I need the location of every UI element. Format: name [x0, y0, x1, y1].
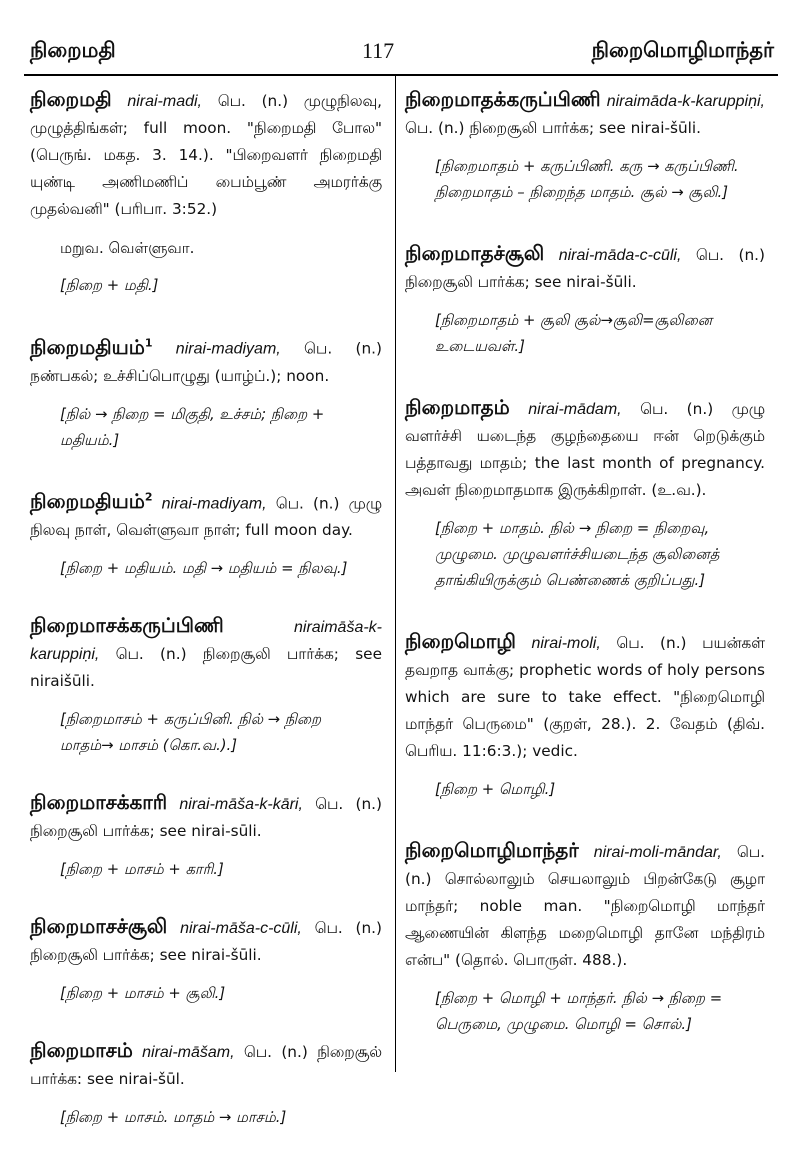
- dictionary-entry: [30, 913, 382, 1007]
- entry-text: [30, 329, 382, 390]
- headword: நிறைமொழி: [405, 629, 516, 653]
- dictionary-entry: [30, 329, 382, 454]
- transliteration: nirai-madiyam,: [175, 340, 281, 358]
- etymology: [நிறை + மொழி.]: [435, 781, 556, 798]
- headword: [30, 489, 152, 513]
- entry-text: [30, 612, 382, 695]
- headword-text: நிறைமதியம்: [30, 489, 145, 514]
- dictionary-entry: [30, 789, 382, 883]
- transliteration: nirai-madi,: [127, 93, 202, 110]
- headword: நிறைமாசம்: [30, 1038, 133, 1063]
- etymology: [நிறை + மாசம். மாதம் → மாசம்.]: [60, 1109, 287, 1127]
- page-number: 117: [362, 38, 395, 63]
- definition: பெ. (n.) முழு வளர்ச்சி யடைந்த குழந்தையை ஈன் றெடுக்கும் பத்தாவது மாதம்; the last month of pregnancy. அவள் நிறைமாதமாக இருக்கிறாள். (உ.வ.).: [405, 400, 765, 499]
- dictionary-entry: [405, 628, 765, 803]
- dictionary-entry: [405, 837, 765, 1038]
- transliteration: nirai-moli,: [531, 635, 601, 652]
- dictionary-entry: [30, 484, 382, 583]
- definition: பெ. (n.) முழுநிலவு, முழுத்திங்கள்; full moon. "நிறைமதி போல" (பெருங். மகத. 3. 14.). "பிறைவளர் நிறைமதி யுண்டி அணிமணிப் பைம்பூண் அமரர்க்கு முதல்வனி" (பரிபா. 3:52.): [30, 92, 382, 218]
- definition: பெ. (n.) நண்பகல்; உச்சிப்பொழுது (யாழ்ப்.); noon.: [30, 339, 382, 385]
- left-guideword: நிறைமதி: [30, 38, 116, 62]
- transliteration: nirai-māda-c-cūli,: [558, 247, 682, 264]
- definition: பெ. (n.) நிறைசூலி பார்க்க; see nirai-sūli.: [30, 795, 382, 841]
- transliteration: nirai-moli-māndar,: [593, 844, 722, 861]
- entry-text: [30, 1037, 382, 1093]
- dictionary-entry: [405, 394, 765, 594]
- transliteration: niraimāda-k-karuppiṇi,: [606, 93, 765, 110]
- etymology: [நிறை + மாசம் + சூலி.]: [60, 985, 226, 1003]
- dictionary-entry: [405, 86, 765, 206]
- definition: பெ. (n.) நிறைசூலி பார்க்க; see nirai-šūli.: [30, 919, 382, 965]
- transliteration: nirai-mādam,: [528, 401, 622, 418]
- entry-text: [405, 240, 765, 296]
- headword: நிறைமாசக்கருப்பிணி: [30, 613, 224, 638]
- etymology: [நிறைமாதம் + கருப்பிணி. கரு → கருப்பிணி. நிறைமாதம் – நிறைந்த மாதம். சூல் → சூலி.]: [435, 158, 739, 201]
- homonym-number: 1: [144, 336, 153, 349]
- definition: பெ. (n.) சொல்லாலும் செயலாலும் பிறன்கேடு சூழா மாந்தர்; noble man. "நிறைமொழி மாந்தர் ஆணையின் கிளந்த மறைமொழி தானே மந்திரம் என்ப" (தொல். பொருள். 488.).: [405, 843, 765, 969]
- entry-text: [405, 86, 765, 142]
- definition: பெ. (n.) பயன்கள் தவறாத வாக்கு; prophetic words of holy persons which are sure to take effect. "நிறைமொழி மாந்தர் பெருமை" (குறள், 28.). 2. வேதம் (திவ். பெரிய. 11:6:3.); vedic.: [405, 634, 765, 760]
- synonym-note: மறுவ. வெள்ளுவா.: [60, 239, 195, 257]
- right-guideword: நிறைமொழிமாந்தர்: [591, 38, 774, 62]
- transliteration: nirai-māša-c-cūli,: [180, 920, 302, 938]
- headword-text: நிறைமதியம்: [30, 334, 145, 359]
- entry-text: [405, 837, 765, 974]
- transliteration: niraimāša-k-karuppiṇi,: [30, 619, 382, 664]
- entry-text: [30, 789, 382, 845]
- entry-text: [405, 628, 765, 765]
- headword: நிறைமாதக்கருப்பிணி: [405, 87, 601, 111]
- column-divider: [395, 76, 396, 1072]
- entry-text: [405, 394, 765, 504]
- headword: நிறைமாதம்: [405, 395, 510, 419]
- entry-text: [30, 913, 382, 969]
- page-header: [0, 0, 800, 72]
- transliteration: nirai-madiyam,: [161, 495, 267, 513]
- etymology: [நிறை + மொழி + மாந்தர். நில் → நிறை = பெருமை, முழுமை. மொழி = சொல்.]: [435, 990, 723, 1033]
- definition: பெ. (n.) நிறைசூலி பார்க்க; see nirai-šūli.: [405, 246, 765, 291]
- definition: பெ. (n.) நிறைசூல் பார்க்க: see nirai-šūl.: [30, 1043, 382, 1089]
- headword: நிறைமாசச்சூலி: [30, 914, 168, 939]
- dictionary-entry: [30, 1037, 382, 1131]
- headword: நிறைமதி: [30, 87, 112, 111]
- dictionary-entry: [30, 612, 382, 759]
- left-column: [30, 86, 382, 1161]
- entry-text: [30, 86, 382, 223]
- headword: நிறைமாசக்காரி: [30, 790, 168, 815]
- etymology: [நிறைமாதம் + சூலி சூல்→சூலி=சூலினை உடையவள்.]: [435, 312, 713, 355]
- headword: நிறைமாதச்சூலி: [405, 241, 545, 265]
- etymology: [நில் → நிறை = மிகுதி, உச்சம்; நிறை + மதியம்.]: [60, 405, 325, 449]
- definition: பெ. (n.) நிறைசூலி பார்க்க; see nirai-šūli.: [405, 119, 702, 137]
- etymology: [நிறைமாசம் + கருப்பினி. நில் → நிறை மாதம்→ மாசம் (கொ.வ.).]: [60, 711, 322, 755]
- right-column: [405, 86, 765, 1072]
- headword: [30, 335, 152, 359]
- headword: நிறைமொழிமாந்தர்: [405, 838, 579, 862]
- header-rule: [24, 74, 778, 76]
- homonym-number: 2: [144, 490, 153, 504]
- entry-text: [30, 484, 382, 545]
- etymology: [நிறை + மதியம். மதி → மதியம் = நிலவு.]: [60, 560, 348, 578]
- etymology: [நிறை + மதி.]: [60, 277, 159, 294]
- etymology: [நிறை + மாதம். நில் → நிறை = நிறைவு, முழுமை. முழுவளர்ச்சியடைந்த சூலினைத் தாங்கியிருக்கும் பெண்ணைக் குறிப்பது.]: [435, 520, 720, 589]
- dictionary-entry: [30, 86, 382, 299]
- dictionary-entry: [405, 240, 765, 360]
- definition: பெ. (n.) முழு நிலவு நாள், வெள்ளுவா நாள்; full moon day.: [30, 494, 382, 540]
- transliteration: nirai-māša-k-kāri,: [179, 796, 303, 814]
- definition: பெ. (n.) நிறைசூலி பார்க்க; see niraišūli.: [30, 645, 382, 691]
- etymology: [நிறை + மாசம் + காரி.]: [60, 861, 224, 879]
- transliteration: nirai-māšam,: [142, 1044, 235, 1062]
